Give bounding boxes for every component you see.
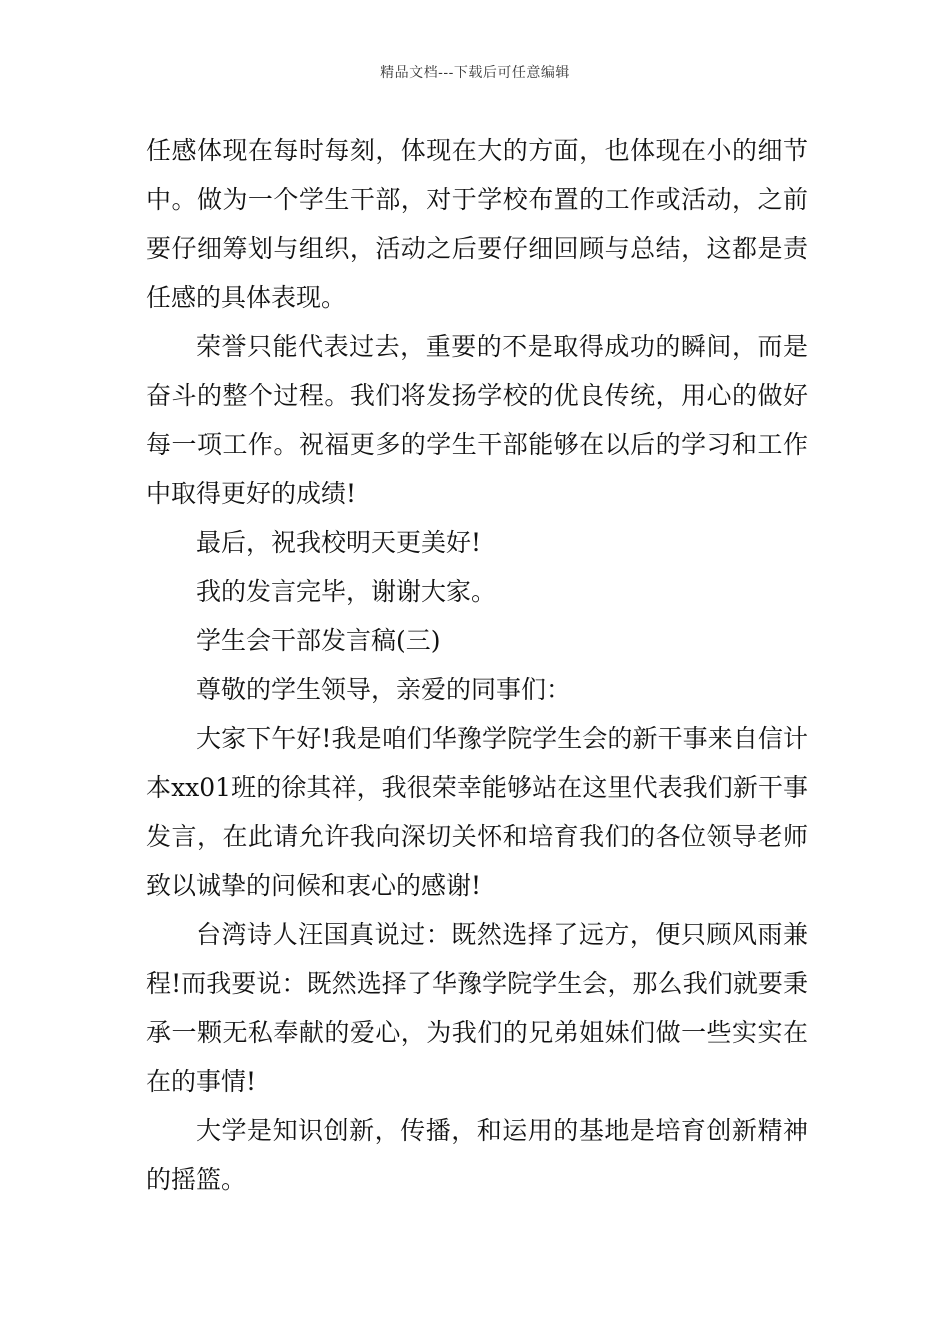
paragraph-4: 我的发言完毕，谢谢大家。 bbox=[196, 577, 497, 606]
section-heading: 学生会干部发言稿(三) bbox=[196, 626, 441, 655]
paragraph-7: 大家下午好!我是咱们华豫学院学生会的新干事来自信计本xx01班的徐其祥，我很荣幸能够站在这里代表我们新干事发言，在此请允许我向深切关怀和培育我们的各位领导老师致以诚挚的问候和衷心的感谢! bbox=[146, 724, 808, 900]
paragraph-3: 最后，祝我校明天更美好! bbox=[196, 528, 482, 557]
salutation: 尊敬的学生领导，亲爱的同事们： bbox=[196, 675, 572, 704]
paragraph-1: 任感体现在每时每刻，体现在大的方面，也体现在小的细节中。做为一个学生干部，对于学校布置的工作或活动，之前要仔细筹划与组织，活动之后要仔细回顾与总结，这都是责任感的具体表现。 bbox=[146, 136, 808, 312]
page-header: 精品文档---下载后可任意编辑 bbox=[380, 65, 570, 81]
paragraph-2: 荣誉只能代表过去，重要的不是取得成功的瞬间，而是奋斗的整个过程。我们将发扬学校的优良传统，用心的做好每一项工作。祝福更多的学生干部能够在以后的学习和工作中取得更好的成绩! bbox=[146, 332, 808, 508]
paragraph-9: 大学是知识创新，传播，和运用的基地是培育创新精神的摇篮。 bbox=[146, 1116, 808, 1194]
paragraph-8: 台湾诗人汪国真说过：既然选择了远方，便只顾风雨兼程!而我要说：既然选择了华豫学院学生会，那么我们就要秉承一颗无私奉献的爱心，为我们的兄弟姐妹们做一些实实在在的事情! bbox=[146, 920, 808, 1096]
document-body bbox=[146, 126, 808, 1204]
